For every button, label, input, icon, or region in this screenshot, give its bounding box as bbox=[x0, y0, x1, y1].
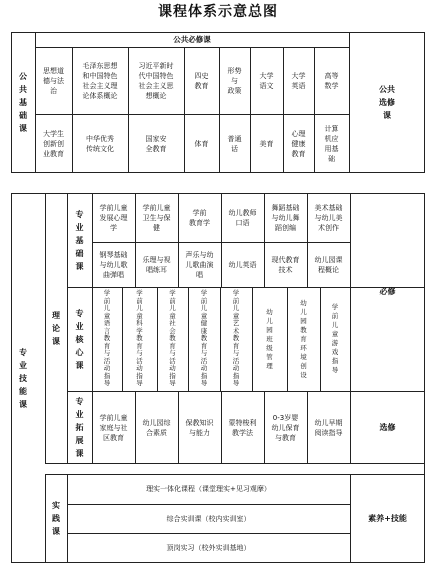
course-cell: 学 前 儿 童 社 会 教 育 与 活 动 指 导 bbox=[169, 289, 176, 388]
course-cell: 声乐与幼 儿歌曲演 唱 bbox=[185, 250, 214, 279]
course-cell: 四史 教育 bbox=[194, 71, 209, 90]
course-cell: 大学生 创新创 业教育 bbox=[43, 129, 64, 158]
elective-label: 选修 bbox=[379, 422, 396, 432]
course-cell: 学 前 儿 童 游 戏 指 导 bbox=[331, 303, 339, 374]
course-cell: 学 前 儿 童 科 学 教 育 与 活 动 指 导 bbox=[136, 289, 143, 388]
course-cell: 舞蹈基础 与幼儿舞 蹈创编 bbox=[271, 203, 300, 232]
public-elective-label: 公共 选修 课 bbox=[379, 85, 395, 120]
theory-label: 理 论 课 bbox=[52, 311, 60, 346]
practice-row: 理实一体化课程（课堂理实+见习观摩） bbox=[146, 485, 271, 493]
course-cell: 幼儿教师 口语 bbox=[228, 208, 257, 227]
course-cell: 国家安 全教育 bbox=[145, 134, 167, 153]
course-cell: 幼儿英语 bbox=[228, 260, 257, 269]
course-cell: 钢琴基础 与幼儿歌 曲弹唱 bbox=[99, 250, 128, 279]
course-cell: 高等 数学 bbox=[324, 71, 339, 90]
course-cell: 乐理与视 唱练耳 bbox=[142, 255, 171, 274]
course-cell: 保教知识 与能力 bbox=[185, 418, 214, 437]
course-cell: 0-3岁婴 幼儿保育 与教育 bbox=[271, 413, 300, 442]
course-cell: 蒙特梭利 教学法 bbox=[228, 418, 257, 437]
literacy-skills-label: 素养+技能 bbox=[368, 513, 407, 523]
course-cell: 学 前 儿 童 语 言 教 育 与 活 动 指 导 bbox=[103, 289, 111, 388]
public-required-header: 公共必修课 bbox=[173, 34, 211, 44]
course-cell: 现代教育 技术 bbox=[271, 255, 300, 274]
course-cell: 幼儿园课 程概论 bbox=[314, 255, 343, 274]
course-cell: 体育 bbox=[194, 139, 209, 148]
course-cell: 形势 与 政策 bbox=[227, 66, 242, 95]
course-cell: 大学 语文 bbox=[259, 71, 274, 90]
course-cell: 大学 英语 bbox=[291, 71, 306, 90]
course-cell: 计算 机应 用基 础 bbox=[324, 124, 339, 163]
course-cell: 习近平新时 代中国特色 社会主义思 想概论 bbox=[138, 61, 174, 100]
course-cell: 学前儿童 发展心理 学 bbox=[99, 203, 128, 232]
professional-side-label: 专 业 技 能 课 bbox=[19, 347, 27, 409]
course-cell: 毛泽东思想 和中国特色 社会主义理 论体系概论 bbox=[82, 61, 118, 100]
course-cell: 幼 儿 园 班 级 管 理 bbox=[266, 307, 273, 370]
course-cell: 普通 话 bbox=[227, 134, 242, 153]
practice-label: 实 践 课 bbox=[52, 501, 60, 536]
course-cell: 心理 健康 教育 bbox=[291, 129, 306, 158]
extension-courses-label: 专 业 拓 展 课 bbox=[75, 397, 84, 458]
course-cell: 思想道 德与法 治 bbox=[43, 66, 64, 95]
public-side-label: 公 共 基 础 课 bbox=[19, 72, 27, 133]
course-cell: 美育 bbox=[259, 139, 274, 148]
course-cell: 幼 儿 园 教 育 环 境 创 设 bbox=[300, 298, 307, 379]
course-cell: 幼儿园综 合素质 bbox=[142, 418, 171, 437]
course-cell: 幼儿早期 阅读指导 bbox=[314, 418, 343, 437]
core-courses-label: 专 业 核 心 课 bbox=[75, 308, 84, 370]
course-cell: 中华优秀 传统文化 bbox=[86, 134, 114, 153]
page-title: 课程体系示意总图 bbox=[158, 4, 278, 20]
practice-row: 顶岗实习（校外实训基地） bbox=[166, 544, 251, 552]
course-cell: 学前儿童 卫生与保 健 bbox=[142, 203, 171, 232]
course-cell: 学前 教育学 bbox=[189, 208, 210, 227]
course-cell: 学 前 儿 童 健 康 教 育 与 活 动 指 导 bbox=[200, 289, 208, 388]
course-cell: 美术基础 与幼儿美 术创作 bbox=[314, 203, 343, 232]
practice-row: 综合实训课（校内实训室） bbox=[166, 514, 251, 523]
course-cell: 学前儿童 家庭与社 区教育 bbox=[99, 413, 128, 442]
required-label: 必修 bbox=[379, 287, 396, 296]
basic-courses-label: 专 业 基 础 课 bbox=[75, 209, 84, 271]
course-cell: 学 前 儿 童 艺 术 教 育 与 活 动 指 导 bbox=[232, 289, 240, 388]
